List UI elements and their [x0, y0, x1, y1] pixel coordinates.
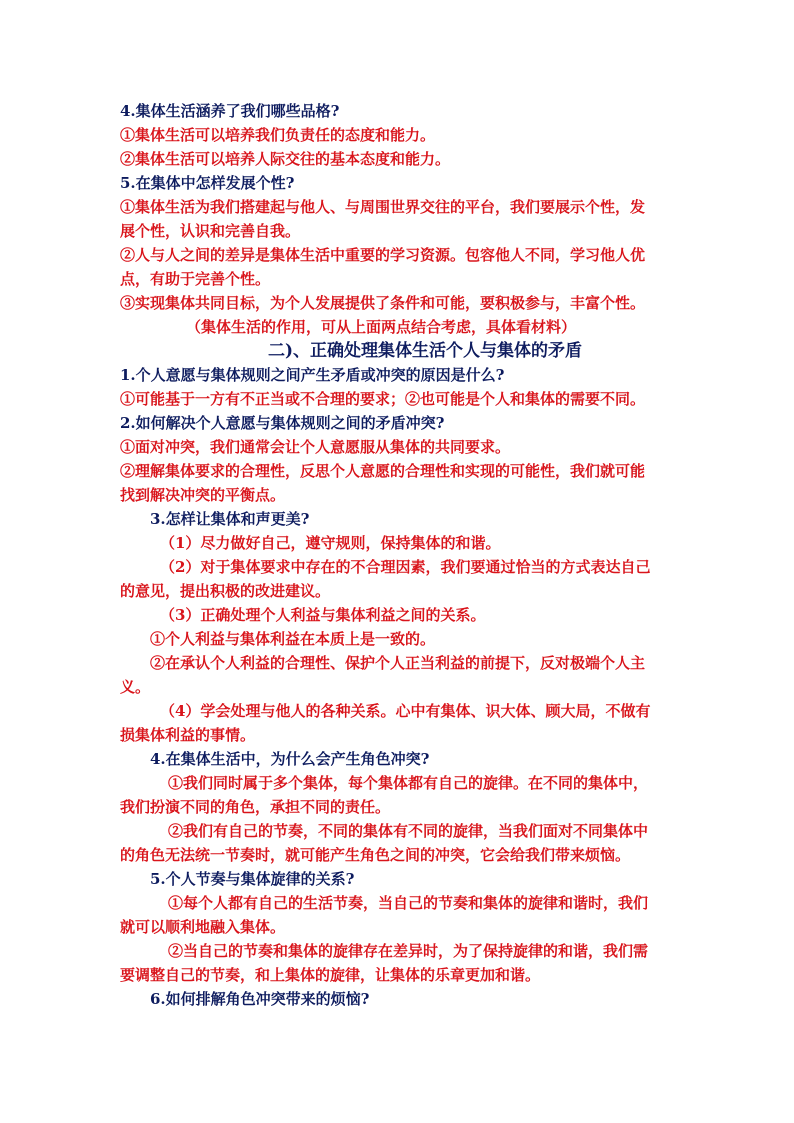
answer-line: ②在承认个人利益的合理性、保护个人正当利益的前提下，反对极端个人主: [150, 654, 646, 672]
question-1: 1.个人意愿与集体规则之间产生矛盾或冲突的原因是什么?: [120, 366, 505, 384]
question-4: 4.集体生活涵养了我们哪些品格?: [120, 102, 340, 120]
answer-line: 义。: [120, 678, 151, 696]
answer-line: 点，有助于完善个性。: [120, 270, 271, 288]
answer-line: 我们扮演不同的角色，承担不同的责任。: [120, 798, 391, 816]
answer-line: ①每个人都有自己的生活节奏，当自己的节奏和集体的旋律和谐时，我们: [168, 894, 649, 912]
answer-line: 损集体利益的事情。: [120, 726, 256, 744]
answer-line: （2）对于集体要求中存在的不合理因素，我们要通过恰当的方式表达自己: [160, 558, 651, 576]
answer-line: （3）正确处理个人利益与集体利益之间的关系。: [160, 606, 486, 624]
answer-line: ①我们同时属于多个集体，每个集体都有自己的旋律。在不同的集体中，: [168, 774, 649, 792]
answer-line: 展个性，认识和完善自我。: [120, 222, 301, 240]
answer-line: 找到解决冲突的平衡点。: [120, 486, 286, 504]
answer-line: ②我们有自己的节奏，不同的集体有不同的旋律，当我们面对不同集体中: [168, 822, 649, 840]
answer-line: ②理解集体要求的合理性，反思个人意愿的合理性和实现的可能性，我们就可能: [120, 462, 646, 480]
answer-line: ②人与人之间的差异是集体生活中重要的学习资源。包容他人不同，学习他人优: [120, 246, 646, 264]
answer-line: ③实现集体共同目标，为个人发展提供了条件和可能，要积极参与，丰富个性。: [120, 294, 646, 312]
answer-line: 就可以顺利地融入集体。: [120, 918, 286, 936]
answer-line: （1）尽力做好自己，遵守规则，保持集体的和谐。: [160, 534, 501, 552]
question-5b: 5.个人节奏与集体旋律的关系?: [150, 870, 355, 888]
question-5: 5.在集体中怎样发展个性?: [120, 174, 295, 192]
note-line: （集体生活的作用，可从上面两点结合考虑，具体看材料）: [186, 318, 577, 336]
answer-line: （4）学会处理与他人的各种关系。心中有集体、识大体、顾大局，不做有: [160, 702, 651, 720]
question-3: 3.怎样让集体和声更美?: [150, 510, 310, 528]
answer-line: 要调整自己的节奏，和上集体的旋律，让集体的乐章更加和谐。: [120, 966, 541, 984]
answer-line: 的角色无法统一节奏时，就可能产生角色之间的冲突，它会给我们带来烦恼。: [120, 846, 631, 864]
question-4b: 4.在集体生活中，为什么会产生角色冲突?: [150, 750, 430, 768]
question-2: 2.如何解决个人意愿与集体规则之间的矛盾冲突?: [120, 414, 445, 432]
answer-line: ①可能基于一方有不正当或不合理的要求；②也可能是个人和集体的需要不同。: [120, 390, 646, 408]
answer-line: ①个人利益与集体利益在本质上是一致的。: [150, 630, 436, 648]
answer-line: ①集体生活为我们搭建起与他人、与周围世界交往的平台，我们要展示个性，发: [120, 198, 646, 216]
answer-line: ①集体生活可以培养我们负责任的态度和能力。: [120, 126, 436, 144]
question-6: 6.如何排解角色冲突带来的烦恼?: [150, 990, 370, 1008]
answer-line: ①面对冲突，我们通常会让个人意愿服从集体的共同要求。: [120, 438, 511, 456]
section-heading: 二)、正确处理集体生活个人与集体的矛盾: [268, 341, 583, 361]
answer-line: 的意见，提出积极的改进建议。: [120, 582, 331, 600]
answer-line: ②集体生活可以培养人际交往的基本态度和能力。: [120, 150, 451, 168]
answer-line: ②当自己的节奏和集体的旋律存在差异时，为了保持旋律的和谐，我们需: [168, 942, 649, 960]
